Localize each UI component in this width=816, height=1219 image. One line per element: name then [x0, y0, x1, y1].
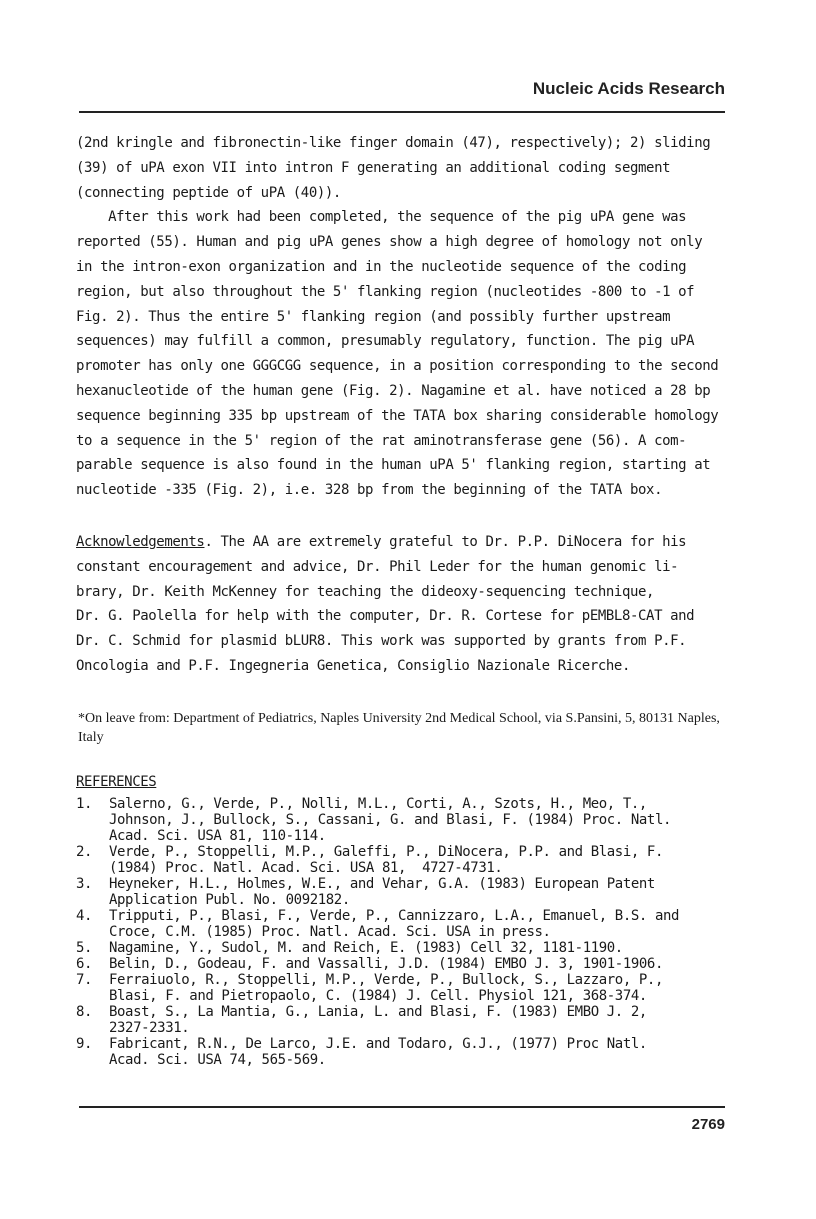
body-line: to a sequence in the 5' region of the rat aminotransferase gene (56). A com-	[76, 432, 687, 449]
body-line: Fig. 2). Thus the entire 5' flanking region (and possibly further upstream	[76, 308, 671, 325]
reference-line: Application Publ. No. 0092182.	[109, 892, 350, 908]
reference-item	[76, 1004, 679, 1036]
reference-line: Fabricant, R.N., De Larco, J.E. and Todaro, G.J., (1977) Proc Natl.	[109, 1036, 647, 1052]
journal-name: Nucleic Acids Research	[532, 79, 725, 98]
reference-line: Tripputi, P., Blasi, F., Verde, P., Cannizzaro, L.A., Emanuel, B.S. and	[109, 908, 680, 924]
ack-heading: Acknowledgements	[76, 534, 205, 550]
body-line: region, but also throughout the 5' flanking region (nucleotides -800 to -1 of	[76, 283, 695, 300]
reference-line: Belin, D., Godeau, F. and Vassalli, J.D. (1984) EMBO J. 3, 1901-1906.	[109, 956, 663, 972]
reference-list	[76, 796, 679, 1068]
header-rule	[79, 111, 725, 113]
reference-number: 4.	[76, 908, 93, 924]
ack-first-line: . The AA are extremely grateful to Dr. P.P. DiNocera for his	[204, 534, 687, 550]
reference-item	[76, 1036, 679, 1068]
references-heading: REFERENCES	[76, 774, 157, 790]
body-line: promoter has only one GGGCGG sequence, in a position corresponding to the second	[76, 358, 719, 375]
reference-number: 2.	[76, 844, 93, 860]
reference-number: 7.	[76, 972, 93, 988]
ack-line: Oncologia and P.F. Ingegneria Genetica, Consiglio Nazionale Ricerche.	[76, 657, 630, 674]
reference-line: Croce, C.M. (1985) Proc. Natl. Acad. Sci. USA in press.	[109, 924, 551, 940]
ack-line	[76, 530, 694, 555]
page-number: 2769	[691, 1116, 725, 1133]
ack-line: Dr. G. Paolella for help with the computer, Dr. R. Cortese for pEMBL8-CAT and	[76, 608, 695, 625]
body-line: (39) of uPA exon VII into intron F generating an additional coding segment	[76, 159, 671, 176]
reference-item	[76, 844, 679, 876]
body-line: sequences) may fulfill a common, presumably regulatory, function. The pig uPA	[76, 333, 695, 350]
reference-number: 8.	[76, 1004, 93, 1020]
ack-line: constant encouragement and advice, Dr. Phil Leder for the human genomic li-	[76, 558, 679, 575]
ack-line: Dr. C. Schmid for plasmid bLUR8. This work was supported by grants from P.F.	[76, 633, 687, 650]
body-text	[76, 131, 718, 503]
reference-line: Heyneker, H.L., Holmes, W.E., and Vehar, G.A. (1983) European Patent	[109, 876, 655, 892]
footer-rule	[79, 1106, 725, 1108]
body-line: nucleotide -335 (Fig. 2), i.e. 328 bp from the beginning of the TATA box.	[76, 482, 663, 499]
reference-item	[76, 796, 679, 844]
body-line: After this work had been completed, the sequence of the pig uPA gene was	[76, 209, 687, 226]
reference-number: 1.	[76, 796, 93, 812]
reference-number: 3.	[76, 876, 93, 892]
reference-line: Acad. Sci. USA 81, 110-114.	[109, 828, 326, 844]
ack-line: brary, Dr. Keith McKenney for teaching the dideoxy-sequencing technique,	[76, 583, 655, 600]
reference-item	[76, 908, 679, 940]
affiliation-footnote: *On leave from: Department of Pediatrics, Naples University 2nd Medical School, via S.Pansini, 5, 80131 Naples, Italy	[78, 711, 720, 745]
reference-line: Boast, S., La Mantia, G., Lania, L. and Blasi, F. (1983) EMBO J. 2,	[109, 1004, 647, 1020]
body-line: (2nd kringle and fibronectin-like finger domain (47), respectively); 2) sliding	[76, 135, 711, 151]
reference-line: Johnson, J., Bullock, S., Cassani, G. and Blasi, F. (1984) Proc. Natl.	[109, 812, 672, 828]
reference-number: 9.	[76, 1036, 93, 1052]
reference-line: Nagamine, Y., Sudol, M. and Reich, E. (1983) Cell 32, 1181-1190.	[109, 940, 623, 956]
reference-number: 5.	[76, 940, 93, 956]
reference-item	[76, 956, 679, 972]
reference-number: 6.	[76, 956, 93, 972]
reference-line: (1984) Proc. Natl. Acad. Sci. USA 81, 4727-4731.	[109, 860, 503, 876]
reference-line: 2327-2331.	[109, 1020, 190, 1036]
reference-line: Verde, P., Stoppelli, M.P., Galeffi, P., DiNocera, P.P. and Blasi, F.	[109, 844, 663, 860]
reference-line: Ferraiuolo, R., Stoppelli, M.P., Verde, P., Bullock, S., Lazzaro, P.,	[109, 972, 663, 988]
body-line: parable sequence is also found in the human uPA 5' flanking region, starting at	[76, 457, 711, 474]
reference-item	[76, 876, 679, 908]
body-line: sequence beginning 335 bp upstream of the TATA box sharing considerable homology	[76, 407, 719, 424]
body-line: reported (55). Human and pig uPA genes show a high degree of homology not only	[76, 234, 703, 251]
body-line: in the intron-exon organization and in the nucleotide sequence of the coding	[76, 258, 687, 275]
reference-line: Blasi, F. and Pietropaolo, C. (1984) J. Cell. Physiol 121, 368-374.	[109, 988, 647, 1004]
reference-line: Salerno, G., Verde, P., Nolli, M.L., Corti, A., Szots, H., Meo, T.,	[109, 796, 647, 812]
body-line: (connecting peptide of uPA (40)).	[76, 184, 341, 201]
body-line: hexanucleotide of the human gene (Fig. 2). Nagamine et al. have noticed a 28 bp	[76, 382, 711, 399]
reference-item	[76, 972, 679, 1004]
reference-line: Acad. Sci. USA 74, 565-569.	[109, 1052, 326, 1068]
reference-item	[76, 940, 679, 956]
acknowledgements	[76, 530, 694, 679]
